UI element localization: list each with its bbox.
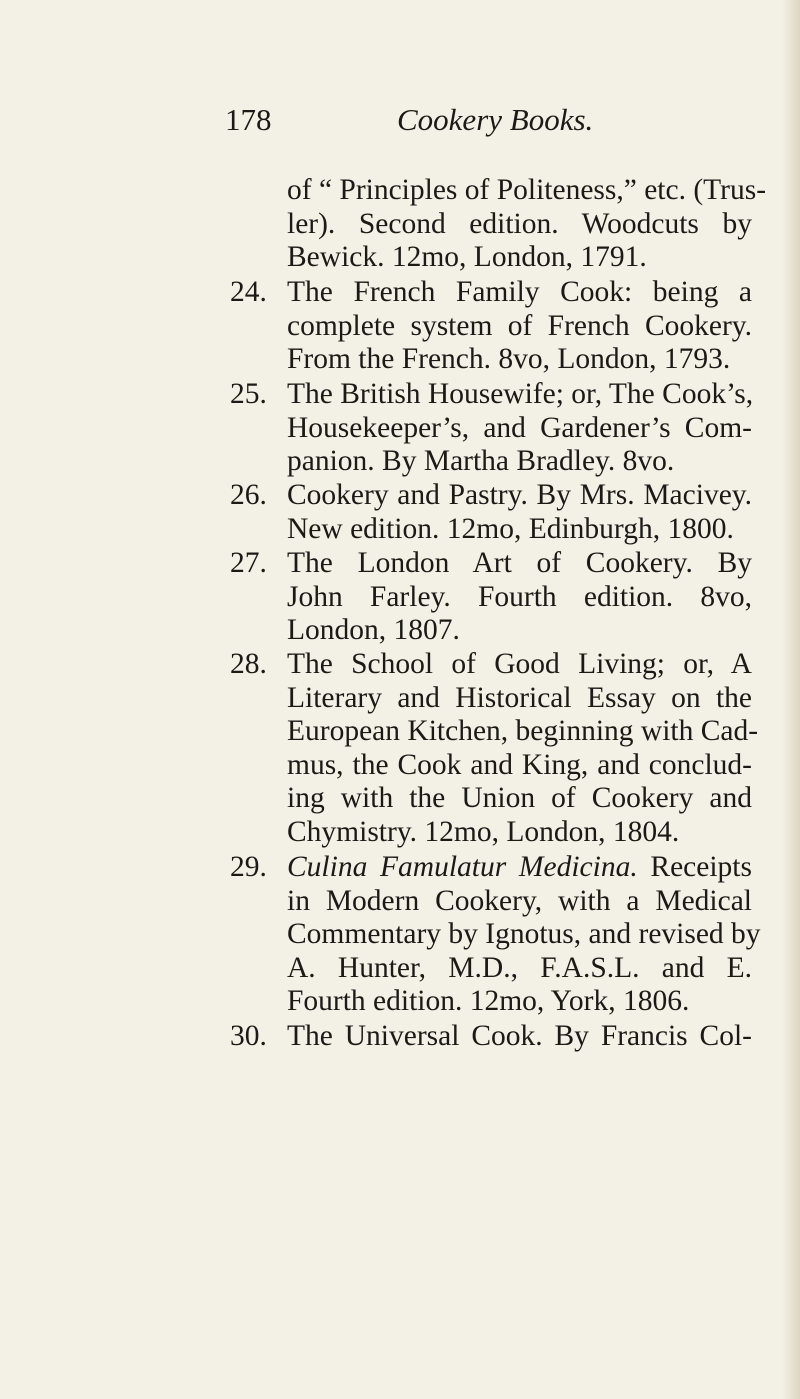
- text-line: New edition. 12mo, Edinburgh, 1800.: [287, 512, 734, 545]
- text-line: [287, 851, 752, 885]
- entry-24: [230, 276, 752, 377]
- text-line: Bewick. 12mo, London, 1791.: [287, 241, 647, 273]
- title-continuation: Receipts: [637, 851, 752, 883]
- entry-number: 29.: [230, 851, 267, 883]
- entry-26: [230, 479, 752, 546]
- entry-30: [230, 1020, 752, 1054]
- text-line: mus, the Cook and King, and conclud-: [287, 748, 752, 781]
- entry-28: [230, 648, 759, 849]
- italic-title: Culina Famulatur Medicina.: [287, 851, 638, 883]
- entry-number: 26.: [230, 479, 267, 511]
- page-edge-shadow: [782, 0, 800, 1399]
- entry-25: [230, 378, 754, 479]
- entry-29: [230, 851, 761, 1019]
- text-line: complete system of French Cookery.: [287, 309, 752, 342]
- text-line: Fourth edition. 12mo, York, 1806.: [287, 985, 690, 1017]
- text-line: The Universal Cook. By Francis Col-: [287, 1020, 752, 1052]
- text-line: The London Art of Cookery. By: [287, 547, 752, 579]
- text-line: From the French. 8vo, London, 1793.: [287, 343, 731, 375]
- entry-number: 27.: [230, 547, 267, 579]
- continuation-paragraph: [287, 174, 767, 275]
- text-line: A. Hunter, M.D., F.A.S.L. and E.: [287, 951, 752, 984]
- entry-number: 25.: [230, 378, 267, 410]
- text-line: Cookery and Pastry. By Mrs. Macivey.: [287, 479, 752, 511]
- text-line: London, 1807.: [287, 614, 460, 646]
- text-line: panion. By Martha Bradley. 8vo.: [287, 445, 675, 477]
- text-line: Housekeeper’s, and Gardener’s Com-: [287, 411, 752, 444]
- text-line: ing with the Union of Cookery and: [287, 782, 752, 814]
- text-line: Literary and Historical Essay on the: [287, 681, 752, 714]
- text-line: The School of Good Living; or, A: [287, 648, 752, 680]
- running-title: Cookery Books.: [397, 102, 594, 137]
- text-line: of “ Principles of Politeness,” etc. (Trus-: [287, 174, 767, 206]
- entry-number: 24.: [230, 276, 267, 308]
- entry-number: 28.: [230, 648, 267, 680]
- text-line: ler). Second edition. Woodcuts by: [287, 207, 752, 240]
- text-line: Chymistry. 12mo, London, 1804.: [287, 815, 680, 848]
- page-header: [0, 102, 800, 142]
- entry-27: [230, 547, 752, 648]
- text-line: John Farley. Fourth edition. 8vo,: [287, 580, 752, 613]
- text-line: The British Housewife; or, The Cook’s,: [287, 378, 754, 410]
- entry-number: 30.: [230, 1020, 267, 1052]
- text-line: European Kitchen, beginning with Cad-: [287, 715, 759, 747]
- page-number: 178: [225, 102, 272, 137]
- text-line: in Modern Cookery, with a Medical: [287, 884, 752, 917]
- text-line: The French Family Cook: being a: [287, 276, 752, 308]
- text-line: Commentary by Ignotus, and revised by: [287, 918, 761, 950]
